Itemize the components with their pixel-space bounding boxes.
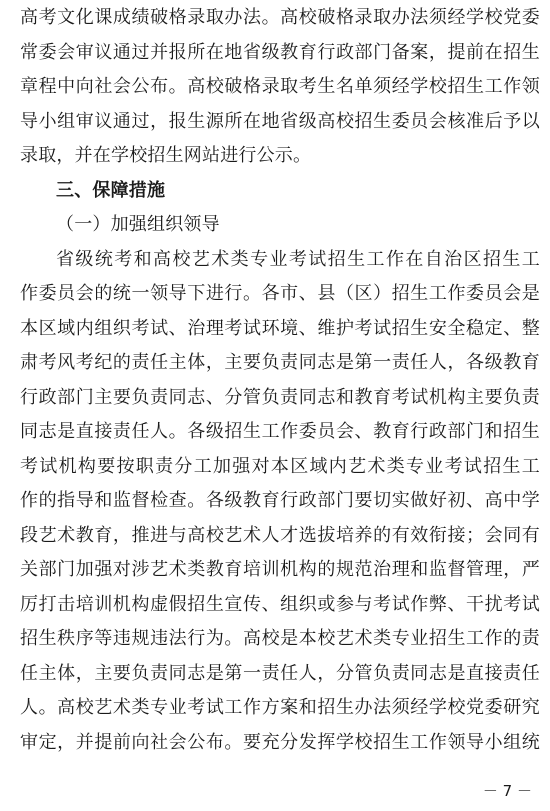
paragraph2-line-8: 作的指导和监督检查。各级教育行政部门要切实做好初、高中学 [20,490,540,511]
paragraph1-line-3: 章程中向社会公布。高校破格录取考生名单须经学校招生工作领 [20,76,540,97]
paragraph2-line-1: 省级统考和高校艺术类专业考试招生工作在自治区招生工 [56,249,540,270]
page-number: － 7 － [482,782,532,800]
paragraph1-line-5: 录取，并在学校招生网站进行公示。 [20,145,312,166]
paragraph2-line-11: 厉打击培训机构虚假招生宣传、组织或参与考试作弊、干扰考试 [20,594,540,615]
paragraph2-line-5: 行政部门主要负责同志、分管负责同志和教育考试机构主要负责 [20,387,540,408]
paragraph2-line-9: 段艺术教育，推进与高校艺术人才选拔培养的有效衔接；会同有 [20,525,540,546]
paragraph1-line-1: 高考文化课成绩破格录取办法。高校破格录取办法须经学校党委 [20,7,540,28]
paragraph2-line-14: 人。高校艺术类专业考试工作方案和招生办法须经学校党委研究 [20,697,540,718]
paragraph2-line-7: 考试机构要按职责分工加强对本区域内艺术类专业考试招生工 [20,456,540,477]
subsection-heading: （一）加强组织领导 [56,214,220,235]
paragraph1-line-4: 导小组审议通过，报生源所在地省级高校招生委员会核准后予以 [20,111,540,132]
paragraph2-line-13: 任主体，主要负责同志是第一责任人，分管负责同志是直接责任 [20,663,540,684]
paragraph2-line-6: 同志是直接责任人。各级招生工作委员会、教育行政部门和招生 [20,421,540,442]
paragraph2-line-4: 肃考风考纪的责任主体，主要负责同志是第一责任人，各级教育 [20,352,540,373]
paragraph2-line-12: 招生秩序等违规违法行为。高校是本校艺术类专业招生工作的责 [20,628,540,649]
paragraph2-line-2: 作委员会的统一领导下进行。各市、县（区）招生工作委员会是 [20,283,540,304]
paragraph1-line-2: 常委会审议通过并报所在地省级教育行政部门备案，提前在招生 [20,42,540,63]
paragraph2-line-10: 关部门加强对涉艺术类教育培训机构的规范治理和监督管理，严 [20,559,540,580]
paragraph2-line-15: 审定，并提前向社会公布。要充分发挥学校招生工作领导小组统 [20,732,540,753]
paragraph2-line-3: 本区域内组织考试、治理考试环境、维护考试招生安全稳定、整 [20,318,540,339]
section-heading: 三、保障措施 [56,180,166,201]
